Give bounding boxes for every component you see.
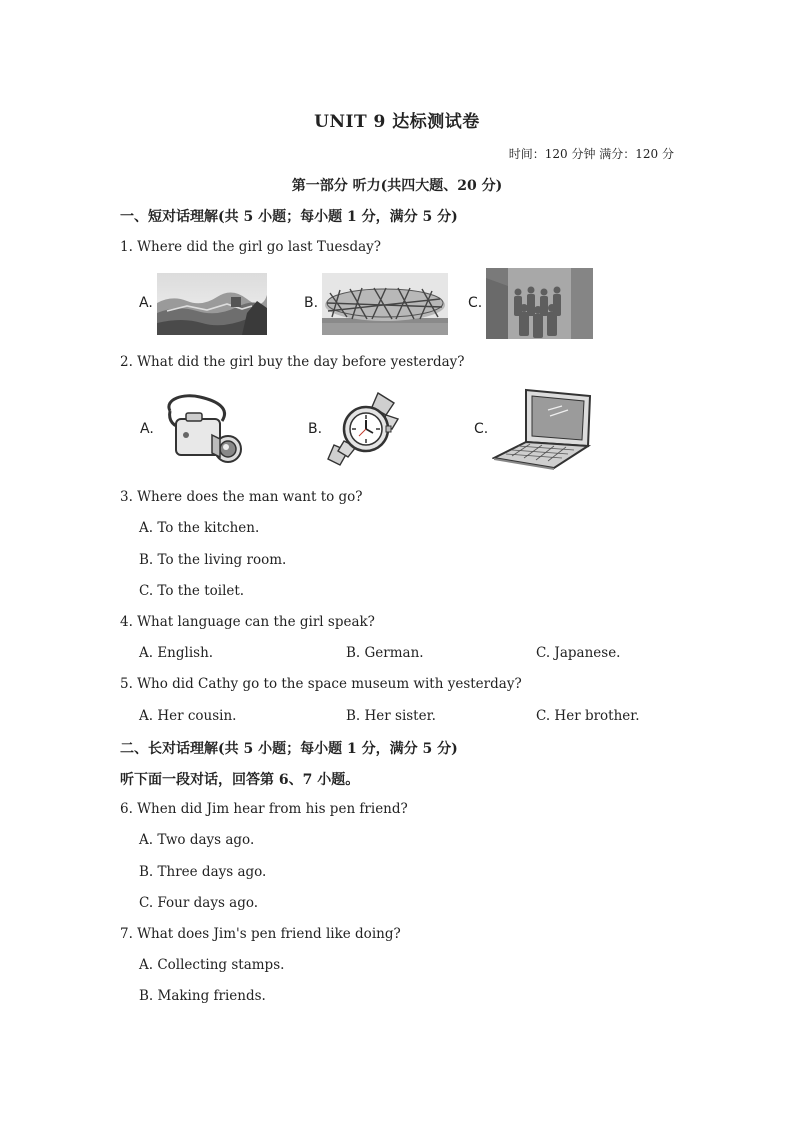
option-label-c: C. xyxy=(468,295,483,311)
option-c: C. Her brother. xyxy=(536,708,640,724)
option-b: B. Making friends. xyxy=(139,988,266,1004)
birds-nest-stadium-photo xyxy=(322,273,448,335)
option-a: A. Two days ago. xyxy=(139,832,255,848)
question-1: 1. Where did the girl go last Tuesday? xyxy=(120,239,382,255)
option-label-c: C. xyxy=(474,421,489,437)
option-b: B. Three days ago. xyxy=(139,864,267,880)
laptop-icon xyxy=(492,386,594,470)
exam-meta: 时间：120 分钟 满分：120 分 xyxy=(508,147,674,161)
option-b: B. German. xyxy=(346,645,424,661)
option-a: A. Her cousin. xyxy=(139,708,237,724)
question-7: 7. What does Jim's pen friend like doing? xyxy=(120,926,401,942)
camera-icon xyxy=(160,391,244,467)
question-4: 4. What language can the girl speak? xyxy=(120,614,375,630)
option-a: A. English. xyxy=(139,645,214,661)
option-a: A. Collecting stamps. xyxy=(139,957,285,973)
question-3: 3. Where does the man want to go? xyxy=(120,489,363,505)
option-c: C. Japanese. xyxy=(536,645,621,661)
section-heading: 二、长对话理解(共 5 小题；每小题 1 分，满分 5 分) xyxy=(120,741,458,757)
section-instruction: 听下面一段对话，回答第 6、7 小题。 xyxy=(120,772,360,788)
question-2: 2. What did the girl buy the day before yesterday? xyxy=(120,354,465,370)
part-heading: 第一部分 听力(共四大题、20 分) xyxy=(291,178,503,194)
option-label-b: B. xyxy=(308,421,323,437)
option-b: B. Her sister. xyxy=(346,708,436,724)
wristwatch-icon xyxy=(326,389,406,469)
page-title: UNIT 9 达标测试卷 xyxy=(314,112,480,132)
option-a: A. To the kitchen. xyxy=(139,520,260,536)
question-5: 5. Who did Cathy go to the space museum with yesterday? xyxy=(120,676,522,692)
option-label-a: A. xyxy=(139,295,153,311)
option-b: B. To the living room. xyxy=(139,552,287,568)
great-wall-photo xyxy=(157,273,267,335)
option-c: C. Four days ago. xyxy=(139,895,259,911)
terracotta-warriors-photo xyxy=(486,268,593,339)
section-heading: 一、短对话理解(共 5 小题；每小题 1 分，满分 5 分) xyxy=(120,209,458,225)
question-6: 6. When did Jim hear from his pen friend? xyxy=(120,801,408,817)
option-label-a: A. xyxy=(140,421,154,437)
option-c: C. To the toilet. xyxy=(139,583,245,599)
option-label-b: B. xyxy=(304,295,319,311)
